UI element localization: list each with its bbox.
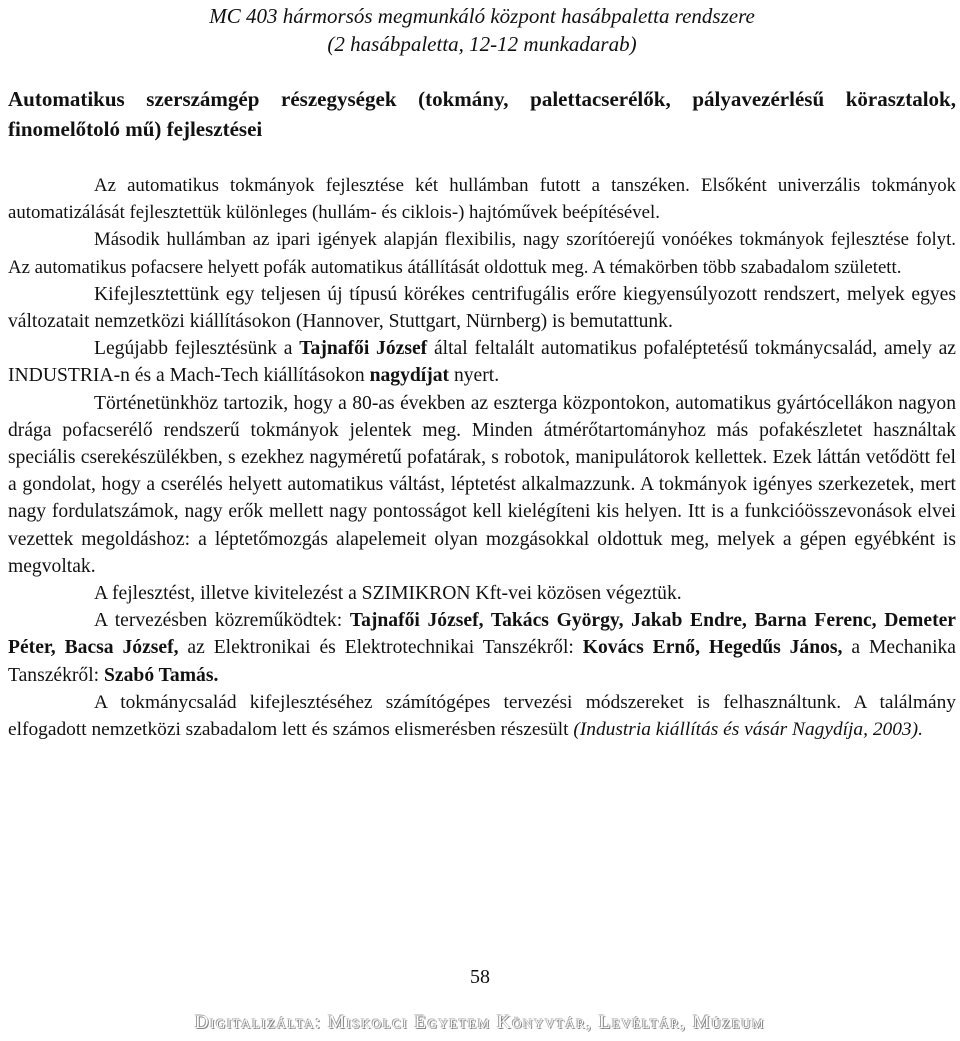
header-line-2: (2 hasábpaletta, 12-12 munkadarab) (327, 32, 637, 56)
paragraph-8-text-a: A tokmánycsalád kifejlesztéséhez számítógépes tervezési módszereket is felhasználtunk. A találmány elfogadott nemzetközi szabadalom lett és számos elismerésben részesült (8, 691, 956, 741)
paragraph-8 (8, 689, 956, 743)
section-title: Automatikus szerszámgép részegységek (tokmány, palettacserélők, pályavezérlésű körasztalok, finomelőtoló mű) fejlesztései (8, 87, 956, 141)
paragraph-1: Az automatikus tokmányok fejlesztése két hullámban futott a tanszéken. Elsőként univerzális tokmányok automatizálását fejlesztettük különleges (hullám- és ciklois-) hajtóművek beépítésével. (8, 175, 956, 224)
mechanics-contributor: Szabó Tamás. (104, 664, 219, 686)
paragraph-7-text-e: a Mechanika Tanszékről: (8, 637, 957, 686)
page-header (8, 2, 956, 58)
paragraph-7 (8, 607, 956, 689)
inventor-name: Tajnafői József (299, 338, 428, 360)
paragraph-4 (8, 335, 956, 389)
paragraph-6: A fejlesztést, illetve kivitelezést a SZIMIKRON Kft-vei közösen végeztük. (94, 583, 682, 605)
paragraph-7-text-c: az Elektronikai és Elektrotechnikai Tanszékről: (178, 637, 583, 659)
paragraph-4-text-c: által feltalált automatikus pofaléptetésű tokmánycsalád, amely az INDUSTRIA-n és a Mach-Tech kiállításokon (8, 338, 956, 387)
header-line-1: MC 403 hármorsós megmunkáló központ hasábpaletta rendszere (209, 4, 755, 28)
electronics-contributors: Kovács Ernő, Hegedűs János, (582, 637, 843, 659)
paragraph-7-text-a: A tervezésben közreműködtek: (94, 610, 350, 632)
award-citation: (Industria kiállítás és vásár Nagydíja, 2003). (573, 719, 923, 741)
paragraph-4-text-a: Legújabb fejlesztésünk a (94, 338, 300, 360)
paragraph-4-text-e: nyert. (449, 365, 500, 387)
contributors-names: Tajnafői József, Takács György, Jakab Endre, Barna Ferenc, Demeter Péter, Bacsa József, (8, 610, 956, 659)
paragraph-2: Második hullámban az ipari igények alapján flexibilis, nagy szorítóerejű vonóékes tokmányok fejlesztése folyt. Az automatikus pofacsere helyett pofák automatikus átállítását oldottuk meg. A témakörben több szabadalom született. (8, 229, 956, 278)
paragraph-3: Kifejlesztettünk egy teljesen új típusú körékes centrifugális erőre kiegyensúlyozott rendszert, melyek egyes változatait nemzetközi kiállításokon (Hannover, Stuttgart, Nürnberg) is bemutattunk. (8, 283, 956, 333)
digitization-footer: Digitalizálta: Miskolci Egyetem Könyvtár, Levéltár, Múzeum (194, 1012, 766, 1033)
body-text (8, 172, 956, 743)
page-number: 58 (470, 966, 490, 988)
award-word: nagydíjat (369, 365, 450, 387)
document-page (8, 0, 956, 743)
paragraph-5: Történetünkhöz tartozik, hogy a 80-as években az eszterga központokon, automatikus gyártócellákon nagyon drága pofacserélő rendszerű tokmányok jelentek meg. Minden átmérőtartományhoz más pofakészletet használtak speciális cserekészülékben, s ezekhez nagyméretű pofatárak, s robotok, manipulátorok kellettek. Ezek láttán vetődött fel a gondolat, hogy a cserélés helyett automatikus váltást, léptetést alkalmazzunk. A tokmányok igényes szerkezetek, mert nagy fordulatszámok, nagy erők mellett nagy pontosságot kell kielégíteni kis helyen. Itt is a funkcióösszevonások elvei vezettek megoldáshoz: a léptetőmozgás alapelemeit olyan mozgásokkal oldottuk meg, melyek a gépen egyébként is megvoltak. (8, 392, 956, 577)
